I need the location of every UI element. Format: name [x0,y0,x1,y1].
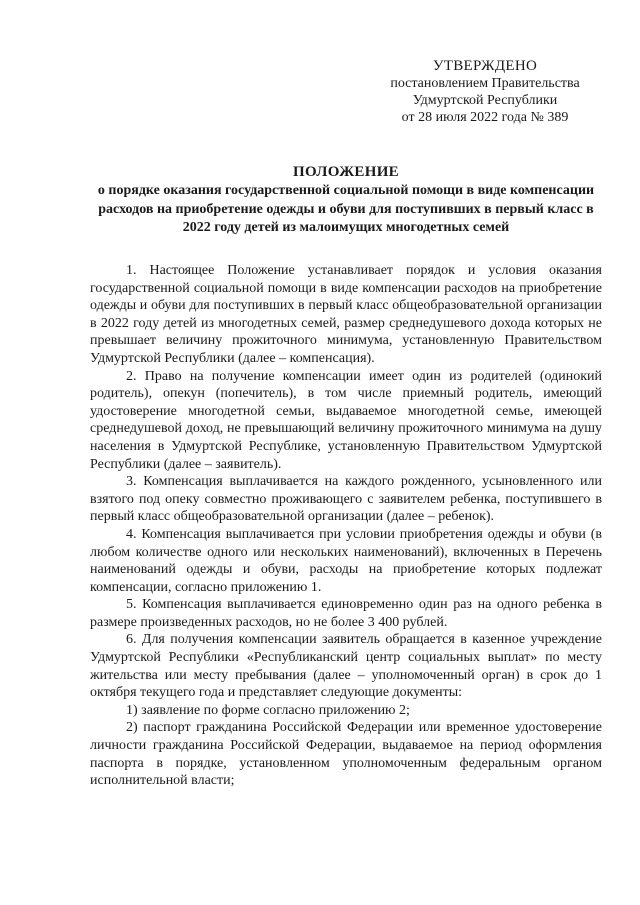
paragraph-6: 6. Для получения компенсации заявитель обращается в казенное учреждение Удмуртской Республики «Республиканский центр социальных выплат» по месту жительства или месту пребывания (далее – уполномоченный орган) в срок до 1 октября текущего года и представляет следующие документы: [90,632,602,701]
paragraph-3: 3. Компенсация выплачивается на каждого рожденного, усыновленного или взятого под опеку совместно проживающего с заявителем ребенка, поступившего в первый класс общеобразовательной организации (далее – ребенок). [90,474,602,525]
document-body [90,262,602,790]
approval-title: УТВЕРЖДЕНО [432,58,538,74]
approval-line-1: постановлением Правительства [390,76,580,91]
paragraph-4: 4. Компенсация выплачивается при условии приобретения одежды и обуви (в любом количестве одного или нескольких наименований), включенных в Перечень наименований одежды и обуви, расходы на приобретение которых подлежат компенсации, согласно приложению 1. [90,526,602,595]
approval-line-2: Удмуртской Республики [412,93,558,108]
document-subtitle: о порядке оказания государственной социальной помощи в виде компенсации расходов на приобретение одежды и обуви для поступивших в первый класс в 2022 году детей из малоимущих многодетных семей [97,183,595,235]
list-item-1: 1) заявление по форме согласно приложению 2; [126,702,410,718]
paragraph-2: 2. Право на получение компенсации имеет один из родителей (одинокий родитель), опекун (попечитель), в том числе приемный родитель, имеющий удостоверение многодетной семьи, выдаваемое многодетной семье, имеющей среднедушевой доход, не превышающий величину прожиточного минимума на душу населения в Удмуртской Республике, установленную Правительством Удмуртской Республики (далее – заявитель). [90,368,602,472]
list-item-2: 2) паспорт гражданина Российской Федерации или временное удостоверение личности гражданина Российской Федерации, выдаваемое на период оформления паспорта в порядке, установленном уполномоченным федеральным органом исполнительной власти; [90,720,602,789]
approval-line-3: от 28 июля 2022 года № 389 [401,110,569,125]
document-heading [90,163,602,238]
approval-stamp [370,58,600,126]
document-title: ПОЛОЖЕНИЕ [293,164,399,180]
paragraph-1: 1. Настоящее Положение устанавливает порядок и условия оказания государственной социальной помощи в виде компенсации расходов на приобретение одежды и обуви для поступивших в первый класс общеобразовательной организации в 2022 году детей из многодетных семей, размер среднедушевого дохода которых не превышает величину прожиточного минимума, установленную Правительством Удмуртской Республики (далее – компенсация). [90,263,602,366]
paragraph-5: 5. Компенсация выплачивается единовременно один раз на одного ребенка в размере произведенных расходов, но не более 3 400 рублей. [90,597,602,630]
